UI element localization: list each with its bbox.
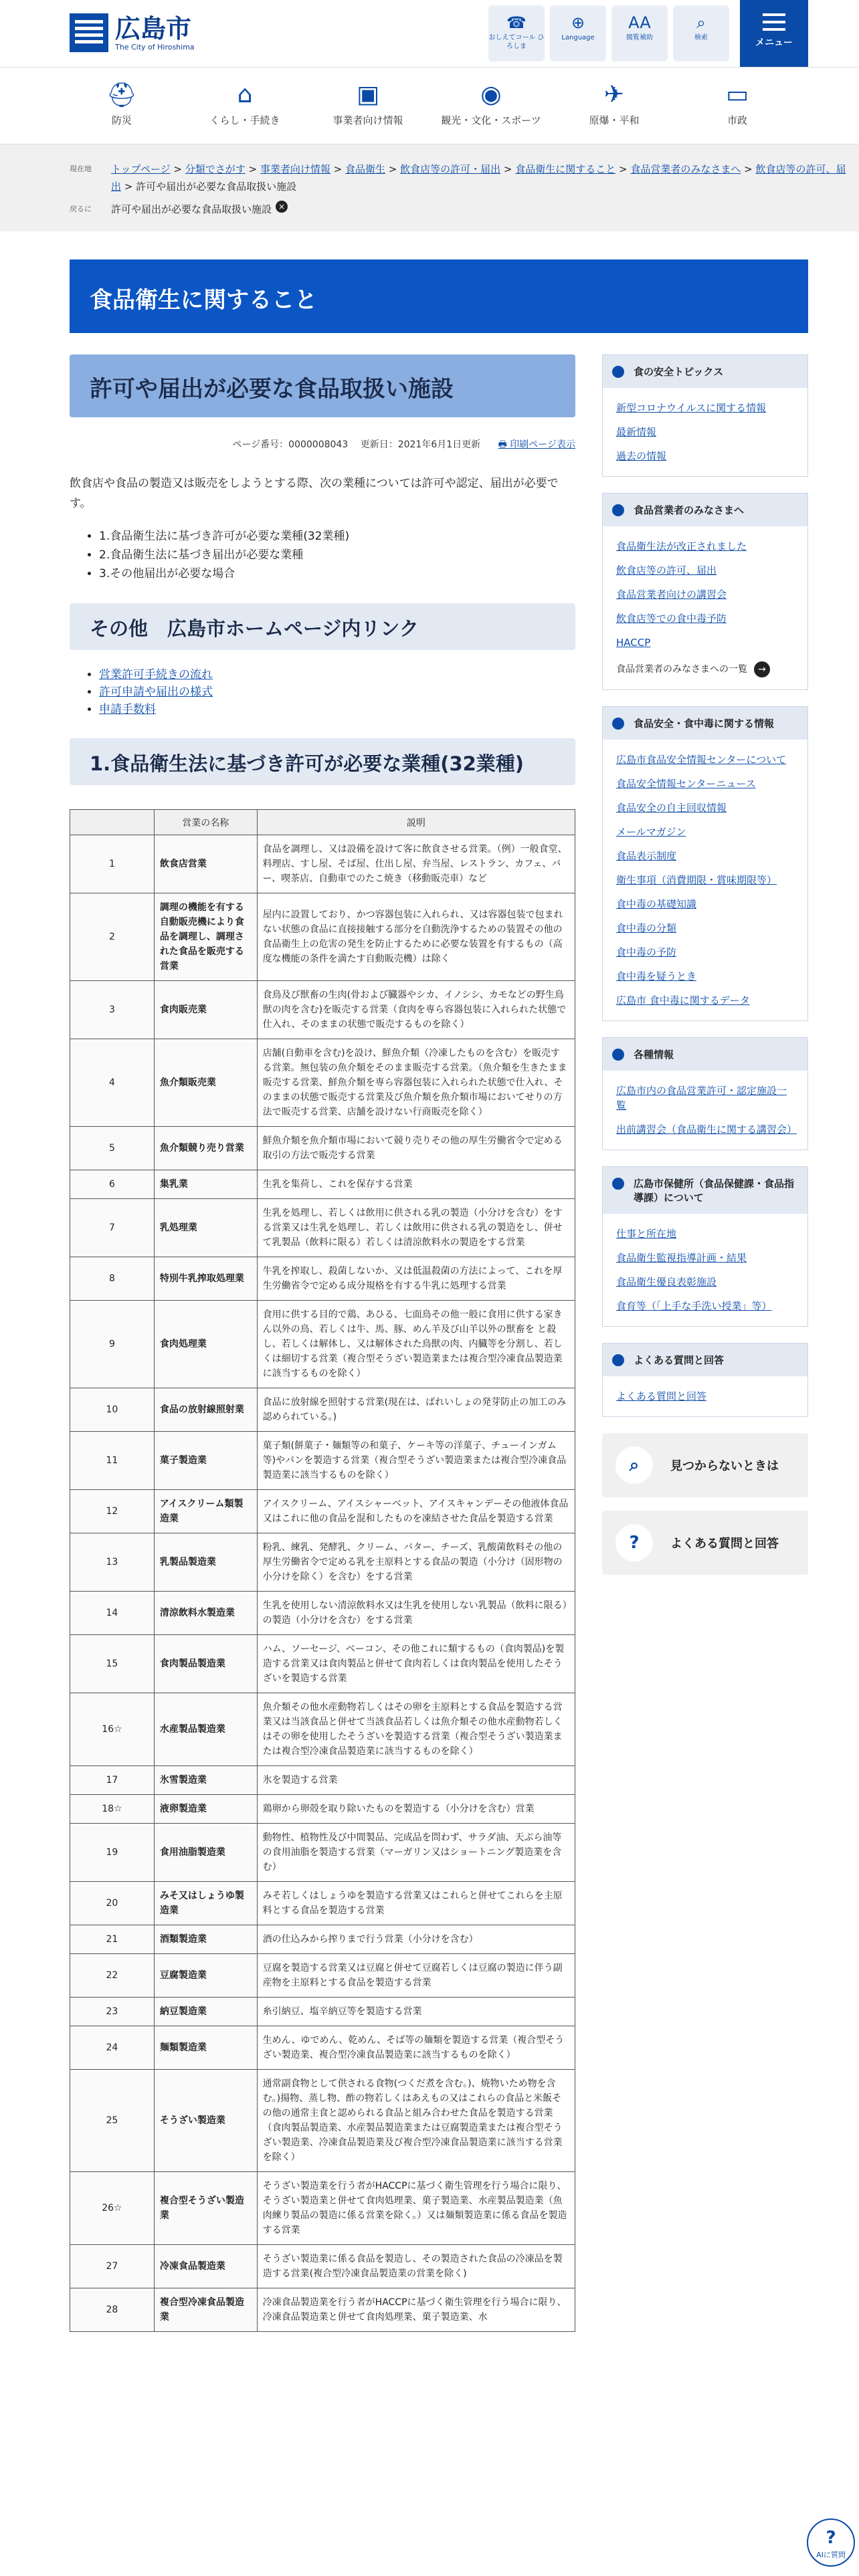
business-description: 牛乳を搾取し、殺菌しないか、又は低温殺菌の方法によって、これを厚生労働省令で定める成分規格を有する牛乳に処理する営業	[257, 1257, 575, 1301]
row-number: 9	[70, 1301, 155, 1388]
row-number: 6	[70, 1170, 155, 1199]
business-description: 酒の仕込みから搾りまで行う営業（小分けを含む）	[257, 1925, 575, 1954]
back-item: 許可や届出が必要な食品取扱い施設	[111, 203, 272, 215]
main-content	[70, 354, 575, 2332]
business-description: 屋内に設置しており、かつ容器包装に入れられ、又は容器包装で包まれない状態の食品に直接接触する部分を自動洗浄するための装置その他の食品衛生上の危害の発生を防止するために必要な装置を有するもの（高度な機能の条件を満たす自動販売機）は除く	[257, 893, 575, 981]
row-number: 11	[70, 1432, 155, 1490]
contents-list	[99, 527, 575, 583]
business-name: 食肉処理業	[154, 1301, 257, 1388]
row-number: 25	[70, 2070, 155, 2172]
bullet-circle-icon	[612, 1354, 624, 1366]
sidebar-link[interactable]: 食中毒の分類	[616, 922, 677, 934]
business-name: 水産製品製造業	[154, 1693, 257, 1766]
site-logo[interactable]	[70, 13, 195, 52]
business-description: ハム、ソーセージ、ベーコン、その他これに類するもの（食肉製品)を製造する営業又は食肉製品と併せて食肉若しくは食肉製品を使用したそうざいを製造する営業	[257, 1635, 575, 1693]
business-description: そうざい製造業を行う者がHACCPに基づく衛生管理を行う場合に限り、そうざい製造業と併せて食肉処理業、菓子製造業、水産製品製造業（魚肉練り製品の製造に係る営業を除く。）又は麺類製造業に係る食品を製造する営業	[257, 2172, 575, 2245]
eye-icon: ◉	[480, 81, 502, 108]
table-row	[70, 1388, 575, 1432]
business-name: 豆腐製造業	[154, 1954, 257, 1998]
row-number: 27	[70, 2245, 155, 2288]
link-permit-flow[interactable]: 営業許可手続きの流れ	[99, 668, 213, 681]
search-button[interactable]: ⌕ 検索	[673, 5, 729, 62]
business-description: 魚介類その他水産動物若しくはその卵を主原料とする食品を製造する営業又は当該食品と併せて当該食品若しくは魚介類その他水産動物若しくはその卵を使用したそうざいを製造する営業（複合型そうざい製造業または複合型冷凍食品製造業に該当するものを除く）	[257, 1693, 575, 1766]
search-icon: ⌕	[615, 1446, 653, 1484]
bullet-circle-icon	[612, 366, 624, 378]
table-row	[70, 1170, 575, 1199]
table-row	[70, 1301, 575, 1388]
sidebar-link[interactable]: 衛生事項（消費期限・賞味期限等）	[616, 874, 777, 886]
table-row	[70, 1432, 575, 1490]
breadcrumb-link[interactable]: 飲食店等の許可・届出	[400, 163, 501, 175]
row-number: 2	[70, 893, 155, 981]
row-number: 14	[70, 1592, 155, 1635]
table-row	[70, 981, 575, 1039]
table-row	[70, 1824, 575, 1882]
print-link[interactable]: 🖶 印刷ページ表示	[498, 439, 575, 450]
menu-button[interactable]: メニュー	[740, 0, 808, 67]
list-item: • 3.その他届出が必要な場合	[99, 564, 575, 583]
sidebar-link[interactable]: 最新情報	[616, 426, 657, 438]
question-icon: ?	[615, 1524, 653, 1562]
page-meta	[70, 437, 575, 453]
table-header: 営業の名称	[154, 810, 257, 835]
sidebar-link[interactable]: よくある質問と回答	[616, 1390, 707, 1402]
sidebar-link[interactable]: 食品衛生監視指導計画・結果	[616, 1252, 747, 1264]
sidebar	[602, 354, 808, 1588]
breadcrumb-current: 許可や届出が必要な食品取扱い施設	[136, 181, 297, 193]
business-name: 氷雪製造業	[154, 1766, 257, 1795]
row-number: 12	[70, 1490, 155, 1533]
row-number: 21	[70, 1925, 155, 1954]
business-name: 食肉販売業	[154, 981, 257, 1039]
helmet-icon: ⛑	[106, 82, 137, 109]
table-row	[70, 1795, 575, 1824]
business-name: 飲食店営業	[154, 835, 257, 893]
business-description: 食品を調理し、又は設備を設けて客に飲食させる営業。（例）一般食堂、料理店、すし屋、そば屋、仕出し屋、弁当屋、レストラン、カフェ、バー、喫茶店、自動車でのたこ焼き（移動販売車）など	[257, 835, 575, 893]
business-name: 魚介類競り売り営業	[154, 1127, 257, 1170]
bullet-circle-icon	[612, 718, 624, 730]
table-row	[70, 1954, 575, 1998]
row-number: 7	[70, 1199, 155, 1257]
sidebar-link[interactable]: メールマガジン	[616, 826, 686, 838]
list-item: • 2.食品衛生法に基づき届出が必要な業種	[99, 546, 575, 564]
sidebar-link[interactable]: 広島市食品安全情報センターについて	[616, 754, 787, 766]
section-title: 食品衛生に関すること	[70, 259, 808, 333]
business-name: 調理の機能を有する自動販売機により食品を調理し、調理された食品を販売する営業	[154, 893, 257, 981]
table-row	[70, 2172, 575, 2245]
business-name: 食品の放射線照射業	[154, 1388, 257, 1432]
business-description: 生めん、ゆでめん、乾めん、そば等の麺類を製造する営業（複合型そうざい製造業、複合型冷凍食品製造業に該当するものを除く）	[257, 2026, 575, 2070]
business-description: 冷凍食品製造業を行う者がHACCPに基づく衛生管理を行う場合に限り、冷凍食品製造業と併せて食肉処理業、菓子製造業、水	[257, 2288, 575, 2332]
nav-item-bousai[interactable]: ⛑ 防災	[60, 68, 183, 144]
business-name: 魚介類販売業	[154, 1039, 257, 1127]
page-number: ページ番号：0000008043	[232, 439, 349, 450]
business-name: 冷凍食品製造業	[154, 2245, 257, 2288]
business-description: 豆腐を製造する営業又は豆腐と併せて豆腐若しくは豆腐の製造に伴う副産物を主原料とする食品を製造する営業	[257, 1954, 575, 1998]
sidebar-box-title: 食品安全・食中毒に関する情報	[603, 707, 807, 740]
row-number: 5	[70, 1127, 155, 1170]
row-number: 17	[70, 1766, 155, 1795]
table-row	[70, 2288, 575, 2332]
breadcrumb-link[interactable]: 食品営業者のみなさまへ	[630, 163, 741, 175]
heading-other-links: その他 広島市ホームページ内リンク	[70, 603, 575, 650]
business-description: アイスクリーム、アイスシャーベット、アイスキャンデーその他液体食品又はこれに他の食品を混和したものを凍結させた食品を製造する営業	[257, 1490, 575, 1533]
business-name: みそ又はしょうゆ製造業	[154, 1882, 257, 1925]
business-name: 乳製品製造業	[154, 1533, 257, 1592]
not-found-button[interactable]: ⌕ 見つからないときは	[602, 1433, 808, 1497]
sidebar-link[interactable]: 飲食店等の許可、届出	[616, 564, 717, 576]
row-number: 28	[70, 2288, 155, 2332]
sidebar-link[interactable]: 食育等（「上手な手洗い授業」等）	[616, 1300, 772, 1312]
updated-date: 更新日：2021年6月1日更新	[360, 439, 481, 450]
business-description: 鶏卵から卵殻を取り除いたものを製造する（小分けを含む）営業	[257, 1795, 575, 1824]
table-row	[70, 1490, 575, 1533]
table-row	[70, 1199, 575, 1257]
table-row	[70, 1925, 575, 1954]
sidebar-box	[602, 706, 808, 1021]
row-number: 23	[70, 1998, 155, 2026]
folder-icon: ▭	[725, 81, 749, 108]
business-name: 液卵製造業	[154, 1795, 257, 1824]
breadcrumb-link[interactable]: 食品衛生に関すること	[515, 163, 616, 175]
site-header	[0, 0, 859, 67]
business-name: 食肉製品製造業	[154, 1635, 257, 1693]
table-row	[70, 1257, 575, 1301]
briefcase-icon: ▣	[356, 81, 379, 108]
business-description: 店舗(自動車を含む)を設け、鮮魚介類（冷凍したものを含む）を販売する営業。無包装の魚介類をそのまま販売する営業。（魚介類を生きたまま販売する営業、鮮魚介類を専ら容器包装に入れられた状態で仕入れ、そのままの状態で販売する営業及び魚介類を魚介類市場においてせりの方法で販売する営業、店舗を設けない行商販売を除く）	[257, 1039, 575, 1127]
business-name: 酒類製造業	[154, 1925, 257, 1954]
business-description: 生乳を処理し、若しくは飲用に供される乳の製造（小分けを含む）をする営業又は生乳を処理し、若しくは飲用に供される乳の製造をし、併せて乳製品（飲料に限る）若しくは清涼飲料水の製造をする営業	[257, 1199, 575, 1257]
house-icon: ⌂	[237, 81, 253, 108]
sidebar-link[interactable]: 新型コロナウイルスに関する情報	[616, 402, 767, 414]
table-header: 説明	[257, 810, 575, 835]
nav-item-living[interactable]: ⌂ くらし・手続き	[183, 68, 306, 144]
sidebar-link[interactable]: HACCP	[616, 637, 651, 649]
business-name: アイスクリーム類製造業	[154, 1490, 257, 1533]
row-number: 24	[70, 2026, 155, 2070]
city-emblem-icon	[70, 13, 108, 52]
business-description: 菓子類(餅菓子・麺類等の和菓子、ケーキ等の洋菓子、チューインガム等)やパンを製造する営業（複合型そうざい製造業または複合型冷凍食品製造業に該当するものを除く）	[257, 1432, 575, 1490]
sidebar-link[interactable]: 広島市 食中毒に関するデータ	[616, 994, 750, 1006]
business-name: 複合型冷凍食品製造業	[154, 2288, 257, 2332]
close-icon[interactable]: ×	[276, 201, 288, 213]
bullet-circle-icon	[612, 1178, 624, 1190]
row-number: 22	[70, 1954, 155, 1998]
business-description: 食品に放射線を照射する営業(現在は、ばれいしょの発芽防止の加工のみ認められている。)	[257, 1388, 575, 1432]
row-number: 16☆	[70, 1693, 155, 1766]
breadcrumb-link[interactable]: トップページ	[111, 163, 171, 175]
table-body	[70, 835, 575, 2332]
table-row	[70, 1882, 575, 1925]
sidebar-box	[602, 493, 808, 690]
nav-item-tourism[interactable]: ◉ 観光・文化・スポーツ	[430, 68, 553, 144]
sidebar-link[interactable]: 過去の情報	[616, 450, 667, 462]
table-header	[70, 810, 155, 835]
sidebar-box-title: 食の安全トピックス	[603, 355, 807, 388]
business-description: 食鳥及び獣畜の生肉(骨および臓器やシカ、イノシシ、カモなどの野生鳥獣の肉を含む)を販売する営業（食肉を専ら容器包装に入れられた状態で仕入れ、そのままの状態で販売するものを除く）	[257, 981, 575, 1039]
row-number: 3	[70, 981, 155, 1039]
row-number: 1	[70, 835, 155, 893]
table-row	[70, 1693, 575, 1766]
other-links-list	[99, 666, 575, 718]
search-icon: ⌕	[696, 13, 706, 32]
lead-text: 飲食店や食品の製造又は販売をしようとする際、次の業種については許可や認定、届出が必要です。	[70, 477, 559, 510]
sidebar-link[interactable]: 食中毒の基礎知識	[616, 898, 697, 910]
business-description: 食用に供する目的で鶏、あひる、七面鳥その他一般に食用に供する家きん以外の鳥、若しくは牛、馬、豚、めん羊及び山羊以外の獣畜を と殺し、若しくは解体し、又は解体された鳥獣の肉、内臓等を分割し、若しくは細切する営業（複合型そうざい製造業または複合型冷凍食品製造業に該当するものを除く）	[257, 1301, 575, 1388]
row-number: 26☆	[70, 2172, 155, 2245]
breadcrumb-link[interactable]: 飲食店等の許可、届出	[111, 163, 846, 193]
sidebar-link[interactable]: 食中毒の予防	[616, 946, 677, 958]
phone-icon: ☎	[506, 13, 527, 32]
sidebar-link[interactable]: 食品衛生優良表彰施設	[616, 1276, 717, 1288]
logo-sub-text: The City of Hiroshima	[115, 42, 195, 51]
page-title: 許可や届出が必要な食品取扱い施設	[70, 354, 575, 417]
business-name: 特別牛乳搾取処理業	[154, 1257, 257, 1301]
hamburger-icon	[763, 13, 785, 31]
chat-icon: ?	[826, 2528, 836, 2548]
nav-item-cityhall[interactable]: ▭ 市政	[676, 68, 799, 144]
arrow-right-icon: →	[754, 661, 770, 677]
current-location-tag: 現在地	[70, 165, 92, 173]
breadcrumb-link[interactable]: 事業者向け情報	[260, 163, 330, 175]
bullet-circle-icon	[612, 504, 624, 516]
row-number: 8	[70, 1257, 155, 1301]
table-row	[70, 835, 575, 893]
business-name: 集乳業	[154, 1170, 257, 1199]
sidebar-box-title: 各種情報	[603, 1038, 807, 1071]
nav-item-peace[interactable]: ✈ 原爆・平和	[553, 68, 676, 144]
table-row	[70, 1998, 575, 2026]
row-number: 18☆	[70, 1795, 155, 1824]
dove-icon: ✈	[603, 81, 625, 108]
list-item: • 1.食品衛生法に基づき許可が必要な業種(32業種)	[99, 527, 575, 546]
business-name: 複合型そうざい製造業	[154, 2172, 257, 2245]
sidebar-link[interactable]: 広島市内の食品営業許可・認定施設一覧	[616, 1085, 787, 1111]
table-row	[70, 893, 575, 981]
accessibility-button[interactable]: AA 閲覧補助	[611, 5, 668, 62]
business-name: 菓子製造業	[154, 1432, 257, 1490]
sidebar-box	[602, 1037, 808, 1150]
table-row	[70, 1039, 575, 1127]
sidebar-link[interactable]: 食品安全の自主回収情報	[616, 802, 727, 814]
sidebar-box-title: 食品営業者のみなさまへ	[603, 494, 807, 526]
business-description: 粉乳、練乳、発酵乳、クリーム、バター、チーズ、乳酸菌飲料その他の厚生労働省令で定める乳を主原料とする食品の製造（小分け（固形物の小分けを除く）を含む）をする営業	[257, 1533, 575, 1592]
logo-main-text: 広島市	[115, 13, 192, 43]
nav-item-business[interactable]: ▣ 事業者向け情報	[306, 68, 430, 144]
call-button[interactable]: ☎ おしえてコール ひろしま	[488, 5, 545, 62]
sidebar-box	[602, 1343, 808, 1417]
sidebar-box-title: 広島市保健所（食品保健課・食品指導課）について	[603, 1167, 807, 1214]
heading-permit-table: 1.食品衛生法に基づき許可が必要な業種(32業種)	[70, 738, 575, 785]
sidebar-link[interactable]: 仕事と所在地	[616, 1228, 677, 1240]
bullet-circle-icon	[612, 1049, 624, 1061]
table-row	[70, 2070, 575, 2172]
sidebar-box	[602, 354, 808, 477]
table-row	[70, 1127, 575, 1170]
sidebar-link[interactable]: 食品表示制度	[616, 850, 677, 862]
row-number: 10	[70, 1388, 155, 1432]
row-number: 4	[70, 1039, 155, 1127]
business-name: そうざい製造業	[154, 2070, 257, 2172]
row-number: 19	[70, 1824, 155, 1882]
link-fees[interactable]: 申請手数料	[99, 703, 156, 716]
business-description: 糸引納豆、塩辛納豆等を製造する営業	[257, 1998, 575, 2026]
row-number: 20	[70, 1882, 155, 1925]
business-name: 納豆製造業	[154, 1998, 257, 2026]
link-forms[interactable]: 許可申請や届出の様式	[99, 685, 213, 699]
sidebar-link[interactable]: 出前講習会（食品衛生に関する講習会）	[616, 1123, 797, 1136]
sidebar-link[interactable]: 食中毒を疑うとき	[616, 970, 697, 982]
text-size-icon: AA	[628, 13, 651, 32]
table-row	[70, 1635, 575, 1693]
business-name: 清涼飲料水製造業	[154, 1592, 257, 1635]
sidebar-link[interactable]: 食品衛生法が改正されました	[616, 540, 747, 552]
row-number: 13	[70, 1533, 155, 1592]
ai-chat-button[interactable]: ? AIに質問	[807, 2518, 855, 2567]
business-description: 氷を製造する営業	[257, 1766, 575, 1795]
sidebar-link[interactable]: 食品営業者向けの講習会	[616, 588, 727, 601]
permit-table	[70, 809, 575, 2332]
faq-button[interactable]: ? よくある質問と回答	[602, 1511, 808, 1575]
business-description: みそ若しくはしょうゆを製造する営業又はこれらと併せてこれらを主原料とする食品を製造する営業	[257, 1882, 575, 1925]
breadcrumb-link[interactable]: 食品衛生	[345, 163, 386, 175]
sidebar-link[interactable]: 食品安全情報センターニュース	[616, 778, 756, 790]
row-number: 15	[70, 1635, 155, 1693]
table-row	[70, 2245, 575, 2288]
globe-icon: ⊕	[571, 13, 585, 32]
table-row	[70, 1592, 575, 1635]
business-description: そうざい製造業に係る食品を製造し、その製造された食品の冷凍品を製造する営業(複合型冷凍食品製造業の営業を除く)	[257, 2245, 575, 2288]
breadcrumb-links: トップページ > 分類でさがす > 事業者向け情報 > 食品衛生 > 飲食店等の許可・届出 > 食品衛生に関すること > 食品営業者のみなさまへ > 飲食店等の許可、届出 > 許可や届出が必要な食品取扱い施設	[111, 163, 846, 193]
business-name: 乳処理業	[154, 1199, 257, 1257]
business-name: 食用油脂製造業	[154, 1824, 257, 1882]
sidebar-box	[602, 1166, 808, 1327]
breadcrumb-link[interactable]: 分類でさがす	[185, 163, 246, 175]
breadcrumb	[0, 144, 859, 231]
business-name: 麺類製造業	[154, 2026, 257, 2070]
sidebar-box-title: よくある質問と回答	[603, 1344, 807, 1376]
sidebar-link[interactable]: 飲食店等での食中毒予防	[616, 613, 727, 625]
business-description: 動物性、植物性及び中間製品、完成品を問わず、サラダ油、天ぷら油等の食用油脂を製造する営業（マーガリン又はショートニング製造業を含む）	[257, 1824, 575, 1882]
language-button[interactable]: ⊕ Language	[550, 5, 606, 62]
business-description: 生乳を使用しない清涼飲料水又は生乳を使用しない乳製品（飲料に限る）の製造（小分けを含む）をする営業	[257, 1592, 575, 1635]
business-description: 鮮魚介類を魚介類市場において競り売りその他の厚生労働省令で定める取引の方法で販売する営業	[257, 1127, 575, 1170]
table-row	[70, 2026, 575, 2070]
back-tag: 戻るに	[70, 205, 92, 213]
global-nav	[0, 67, 859, 144]
business-description: 生乳を集荷し、これを保存する営業	[257, 1170, 575, 1199]
more-link[interactable]: 食品営業者のみなさまへの一覧 →	[616, 657, 794, 681]
table-row	[70, 1533, 575, 1592]
business-description: 通常副食物として供される食物(つくだ煮を含む。)、焼物いため物を含む。)揚物、蒸し物、酢の物若しくはあえもの又はこれらの食品と米飯その他の通常主食と認められる食品と組み合わせた食品を製造する営業（食肉製品製造業、水産製品製造業または豆腐製造業または複合型そうざい製造業、冷凍食品製造業及び複合型冷凍食品製造業に該当する営業を除く）	[257, 2070, 575, 2172]
table-row	[70, 1766, 575, 1795]
